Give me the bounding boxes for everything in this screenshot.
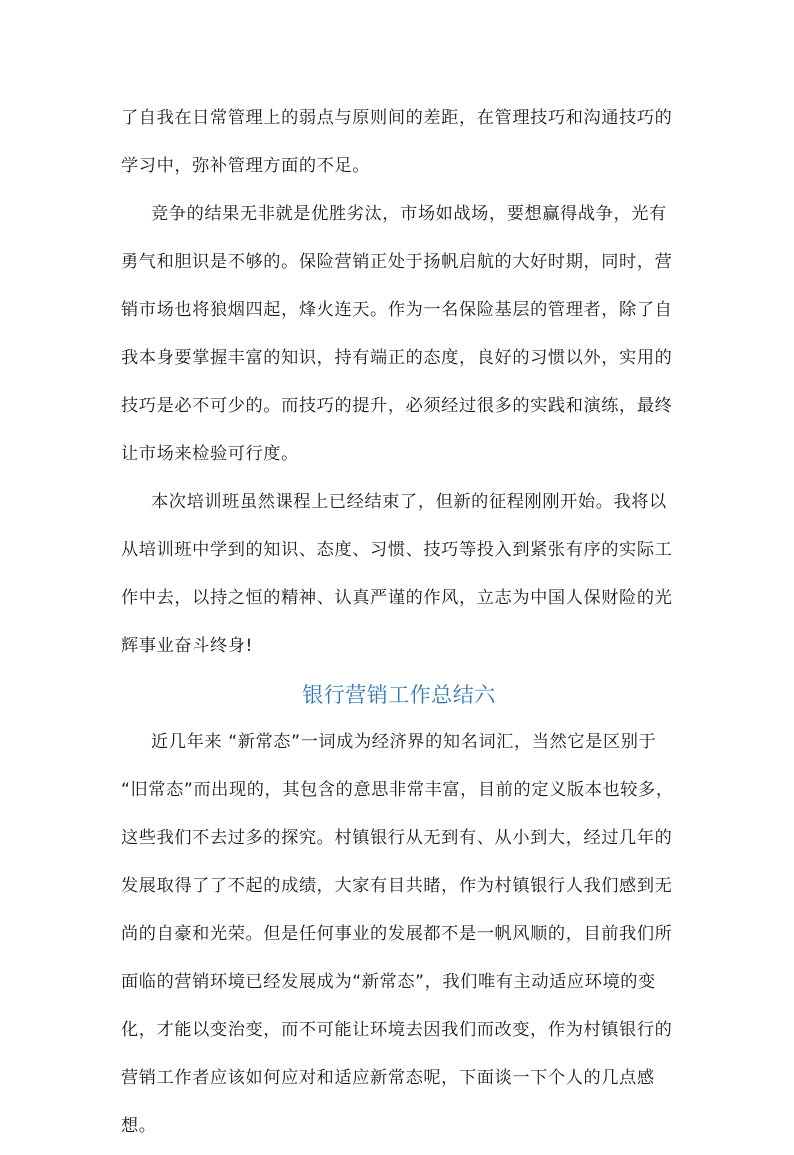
section-heading: 银行营销工作总结六	[302, 683, 496, 707]
text-line: 从培训班中学到的知识、态度、习惯、技巧等投入到紧张有序的实际工	[121, 540, 673, 560]
text-line: 作中去，以持之恒的精神、认真严谨的作风，立志为中国人保财险的光	[121, 588, 673, 608]
paragraph-continuation	[121, 99, 677, 195]
text-line: 面临的营销环境已经发展成为“新常态”，我们唯有主动适应环境的变	[121, 972, 656, 992]
text-line: 竞争的结果无非就是优胜劣汰，市场如战场，要想赢得战争，光有	[151, 204, 667, 224]
text-line: 尚的自豪和光荣。但是任何事业的发展都不是一帆风顺的，目前我们所	[121, 924, 673, 944]
text-line: 化，才能以变治变，而不可能让环境去因我们而改变，作为村镇银行的	[121, 1020, 673, 1040]
text-line: 技巧是必不可少的。而技巧的提升，必须经过很多的实践和演练，最终	[121, 396, 673, 416]
paragraph-training	[121, 483, 677, 675]
text-line: 让市场来检验可行度。	[121, 444, 299, 464]
text-line: 勇气和胆识是不够的。保险营销正处于扬帆启航的大好时期，同时，营	[121, 252, 673, 272]
paragraph-competition	[121, 195, 677, 483]
text-line: 想。	[121, 1116, 157, 1136]
text-line: 辉事业奋斗终身!	[121, 636, 254, 656]
text-line: 了自我在日常管理上的弱点与原则间的差距，在管理技巧和沟通技巧的	[121, 108, 673, 128]
text-line: 这些我们不去过多的探究。村镇银行从无到有、从小到大，经过几年的	[121, 828, 673, 848]
text-line: “旧常态”而出现的，其包含的意思非常丰富，目前的定义版本也较多，	[121, 780, 674, 800]
text-line: 我本身要掌握丰富的知识，持有端正的态度，良好的习惯以外，实用的	[121, 348, 673, 368]
text-line: 本次培训班虽然课程上已经结束了，但新的征程刚刚开始。我将以	[151, 492, 667, 512]
text-line: 近几年来 “新常态”一词成为经济界的知名词汇，当然它是区别于	[151, 732, 657, 752]
text-line: 学习中，弥补管理方面的不足。	[121, 156, 371, 176]
paragraph-new-normal	[121, 723, 677, 1155]
text-line: 销市场也将狼烟四起，烽火连天。作为一名保险基层的管理者，除了自	[121, 300, 673, 320]
document-body	[121, 99, 677, 1155]
text-line: 发展取得了了不起的成绩，大家有目共睹，作为村镇银行人我们感到无	[121, 876, 673, 896]
text-line: 营销工作者应该如何应对和适应新常态呢，下面谈一下个人的几点感	[121, 1068, 655, 1088]
